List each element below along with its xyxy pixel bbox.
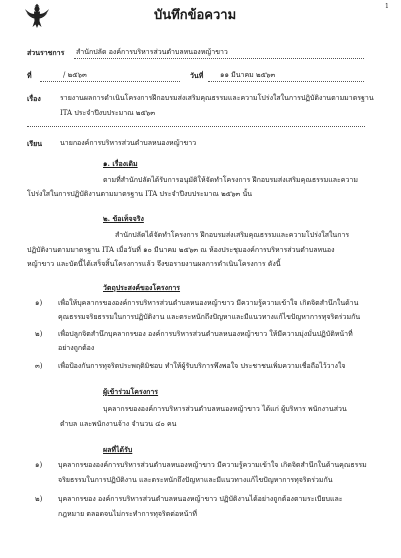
page-number: 1 <box>385 3 389 10</box>
objectives-heading: วัตถุประสงค์ของโครงการ <box>103 283 181 292</box>
garuda-emblem-icon <box>24 3 50 29</box>
subject-line-1: รายงานผลการดำเนินโครงการฝึกอบรมส่งเสริมคุณธรรมและความโปร่งใสในการปฏิบัติงานตามมาตรฐาน <box>60 94 374 102</box>
results-heading: ผลที่ได้รับ <box>103 445 133 454</box>
objective-3-line-1: เพื่อป้องกันการทุจริตประพฤติมิชอบ ทำให้ผู้รับบริการพึงพอใจ ประชาชนเพิ่มความเชื่อถือไว้วางใจ <box>58 362 346 370</box>
objective-1-line-2: คุณธรรมจริยธรรมในการปฏิบัติงาน และตระหนักถึงปัญหาและมีแนวทางแก้ไขปัญหาการทุจริตร่วมกัน <box>58 313 361 321</box>
objective-3-number: ๓) <box>35 362 43 370</box>
section-2-heading: ๒. ข้อเท็จจริง <box>103 214 144 223</box>
section-1-heading: ๑. เรื่องเดิม <box>103 159 138 168</box>
section-1-line-2: โปร่งใสในการปฏิบัติงานตามมาตรฐาน ITA ประจำปีงบประมาณ ๒๕๖๓ นั้น <box>27 190 253 198</box>
date-dotted-line <box>208 81 364 82</box>
subject-line-2: ITA ประจำปีงบประมาณ ๒๕๖๓ <box>60 109 155 117</box>
memo-title: บันทึกข้อความ <box>154 8 237 23</box>
objective-2-line-2: อย่างถูกต้อง <box>58 344 95 352</box>
section-1-line-1: ตามที่สำนักปลัดได้รับการอนุมัติให้จัดทำโครงการ ฝึกอบรมส่งเสริมคุณธรรมและความ <box>103 176 358 184</box>
date-value: ๑๑ มีนาคม ๒๕๖๓ <box>220 71 276 79</box>
agency-dotted-line <box>74 58 364 59</box>
result-2-number: ๒) <box>35 495 43 503</box>
ref-label: ที่ <box>27 71 32 80</box>
section-2-line-2: ปฏิบัติงานตามมาตรฐาน ITA เมื่อวันที่ ๑๐ มีนาคม ๒๕๖๓ ณ ห้องประชุมองค์การบริหารส่วนตำบลหนอง <box>27 246 335 254</box>
participants-line-2: ตำบล และพนักงานจ้าง จำนวน ๔๐ คน <box>60 420 177 428</box>
ref-dotted-line <box>40 81 180 82</box>
ref-value: / ๒๕๖๓ <box>63 71 87 79</box>
date-label: วันที่ <box>190 71 204 80</box>
participants-heading: ผู้เข้าร่วมโครงการ <box>103 387 159 396</box>
agency-label: ส่วนราชการ <box>27 48 65 57</box>
result-1-number: ๑) <box>35 461 43 469</box>
result-2-line-2: กฎหมาย ตลอดจนไม่กระทำการทุจริตต่อหน้าที่ <box>58 510 197 518</box>
agency-value: สำนักปลัด องค์การบริหารส่วนตำบลหนองหญ้าขาว <box>76 48 228 56</box>
section-2-line-3: หญ้าขาว และบัดนี้ได้เสร็จสิ้นโครงการแล้ว จึงขอรายงานผลการดำเนินโครงการ ดังนี้ <box>27 260 281 268</box>
result-1-line-1: บุคลากรขององค์การบริหารส่วนตำบลหนองหญ้าขาว มีความรู้ความเข้าใจ เกิดจิตสำนึกในด้านคุณธรรม <box>58 461 367 469</box>
to-label: เรียน <box>27 139 43 148</box>
objective-1-line-1: เพื่อให้บุคลากรขององค์การบริหารส่วนตำบลหนองหญ้าขาว มีความรู้ความเข้าใจ เกิดจิตสำนึกในด้าน <box>58 299 359 307</box>
objective-2-line-1: เพื่อปลูกจิตสำนึกบุคลากรของ องค์การบริหารส่วนตำบลหนองหญ้าขาว ให้มีความมุ่งมั่นปฏิบัติหน้าที่ <box>58 330 353 338</box>
result-1-line-2: จริยธรรมในการปฏิบัติงาน และตระหนักถึงปัญหาและมีแนวทางแก้ไขปัญหาการทุจริตร่วมกัน <box>58 476 333 484</box>
objective-2-number: ๒) <box>35 330 43 338</box>
section-2-line-1: สำนักปลัดได้จัดทำโครงการ ฝึกอบรมส่งเสริมคุณธรรมและความโปร่งใสในการ <box>115 231 350 239</box>
subject-divider <box>27 126 365 127</box>
participants-line-1: บุคลากรขององค์การบริหารส่วนตำบลหนองหญ้าขาว ได้แก่ ผู้บริหาร พนักงานส่วน <box>103 405 347 413</box>
objective-1-number: ๑) <box>35 299 43 307</box>
subject-label: เรื่อง <box>27 94 41 103</box>
result-2-line-1: บุคลากรของ องค์การบริหารส่วนตำบลหนองหญ้าขาว ปฏิบัติงานได้อย่างถูกต้องตามระเบียบและ <box>58 495 343 503</box>
to-value: นายกองค์การบริหารส่วนตำบลหนองหญ้าขาว <box>60 139 197 147</box>
